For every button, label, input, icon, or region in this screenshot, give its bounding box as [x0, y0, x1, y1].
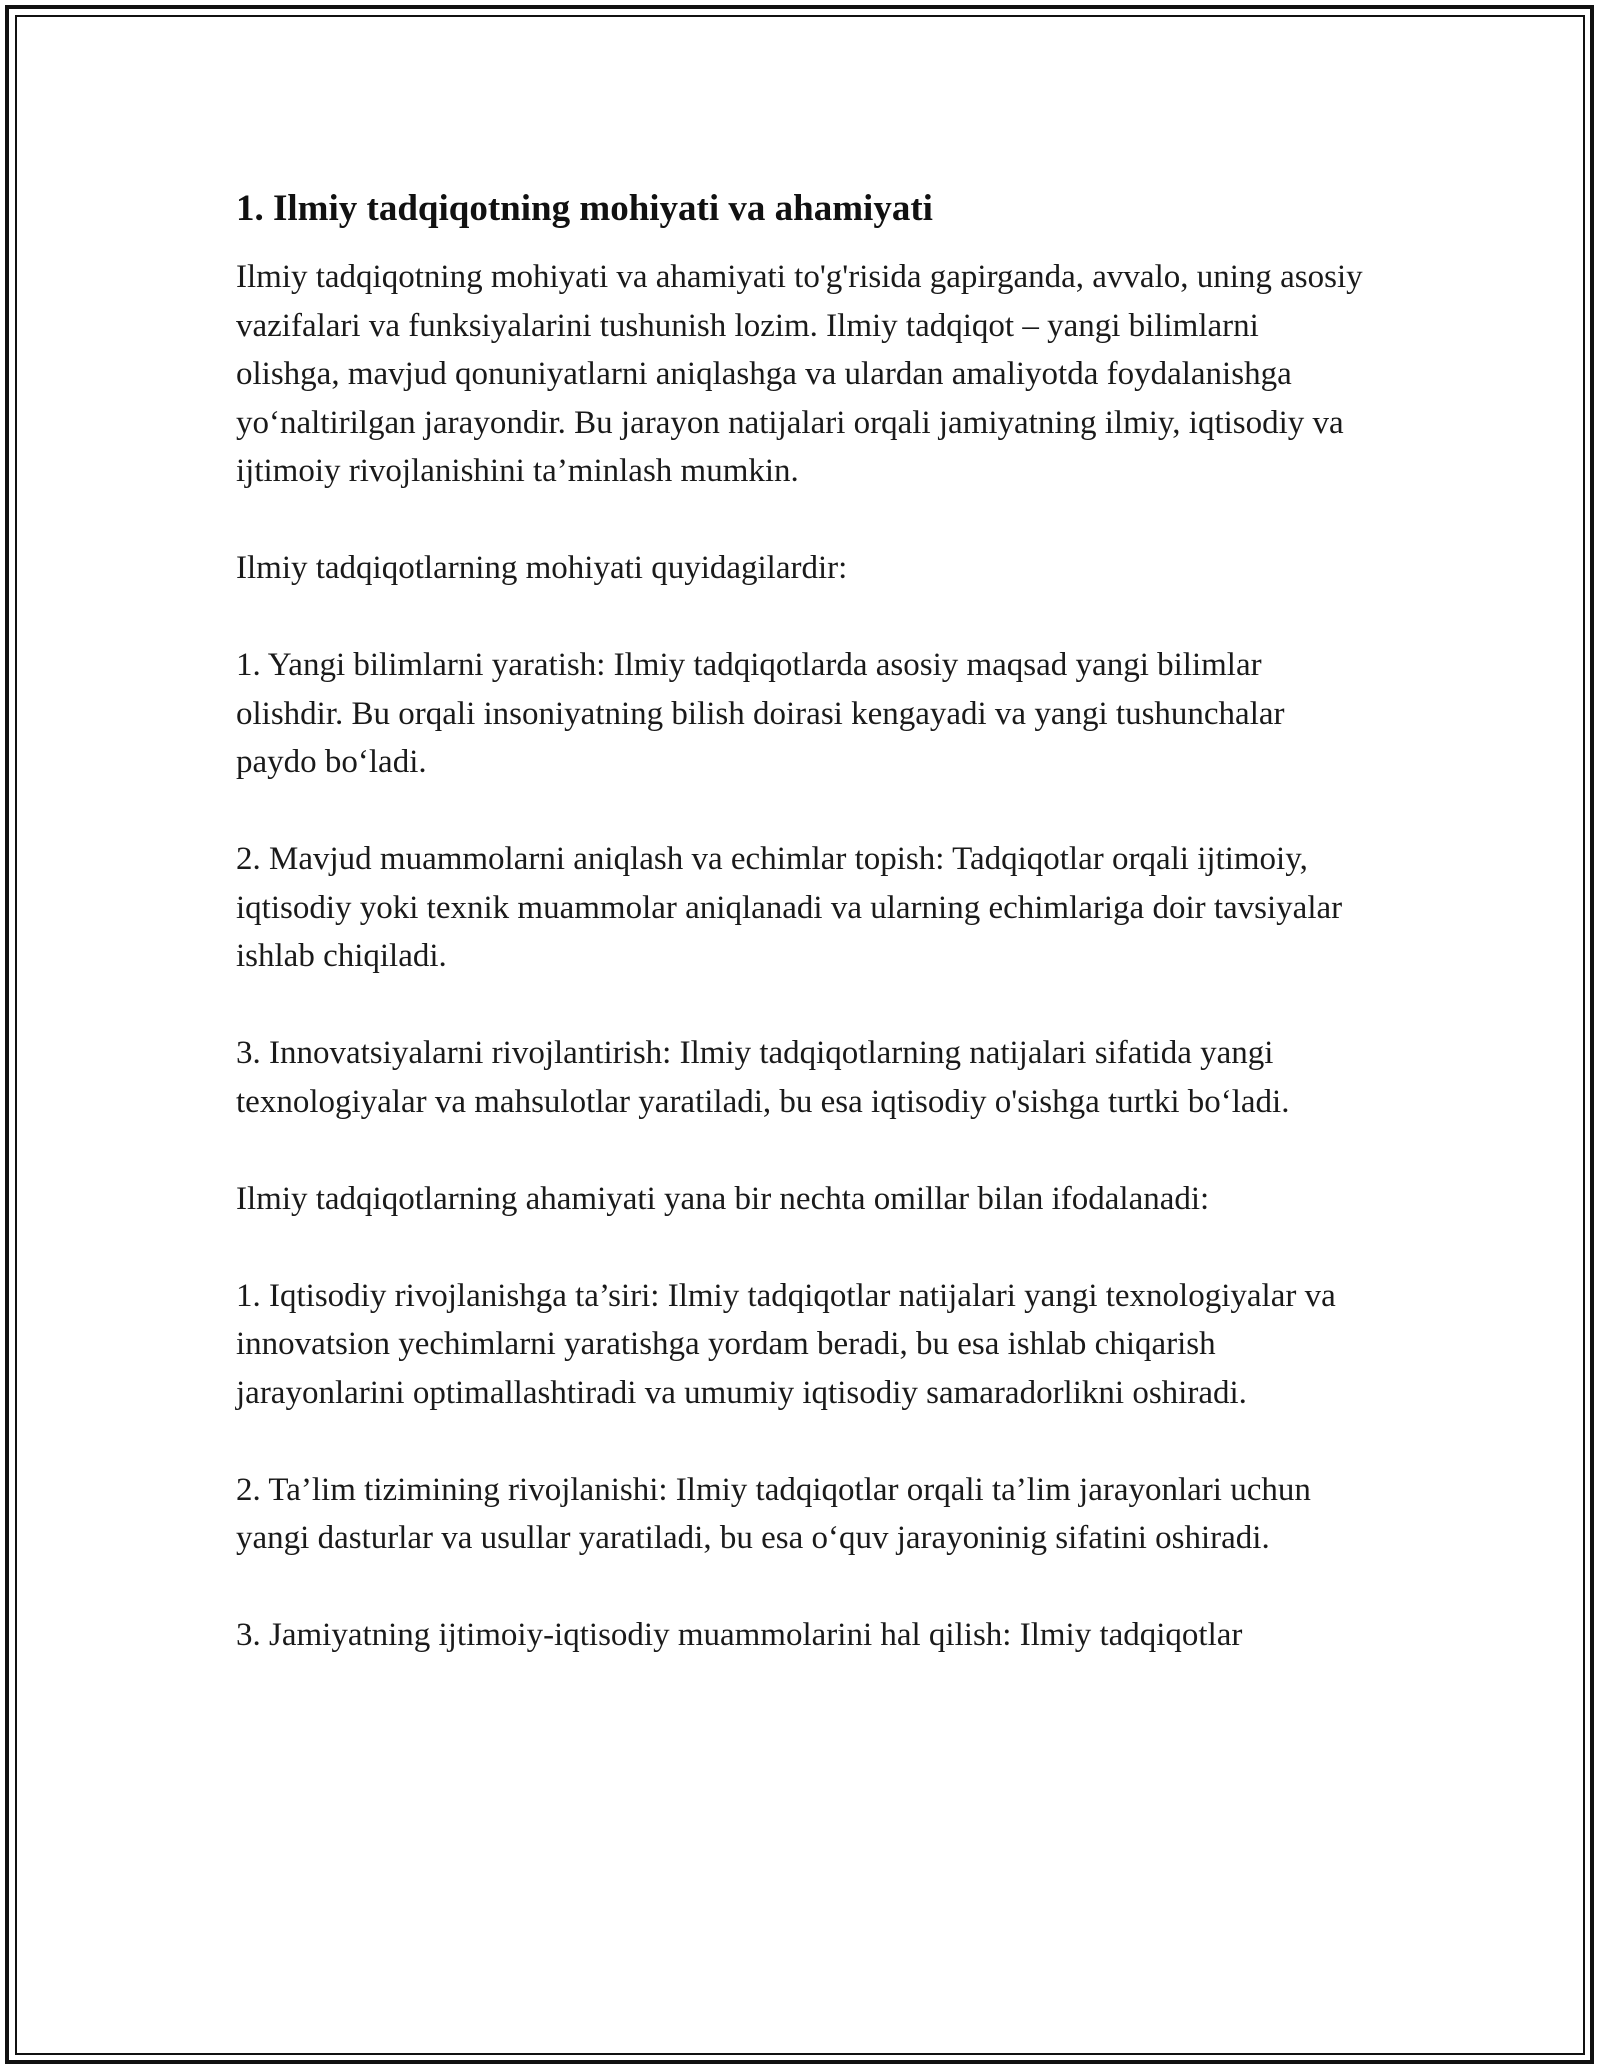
importance-item-3: 3. Jamiyatning ijtimoiy-iqtisodiy muammolarini hal qilish: Ilmiy tadqiqotlar [236, 1617, 1243, 1653]
importance-item-2: 2. Ta’lim tizimining rivojlanishi: Ilmiy tadqiqotlar orqali ta’lim jarayonlari uchun yangi dasturlar va usullar yaratiladi, bu esa o‘quv jarayoninig sifatini oshiradi. [236, 1471, 1311, 1556]
essence-intro-paragraph: Ilmiy tadqiqotlarning mohiyati quyidagilardir: [236, 550, 848, 586]
essence-item-2: 2. Mavjud muammolarni aniqlash va echimlar topish: Tadqiqotlar orqali ijtimoiy, iqtisodiy yoki texnik muammolar aniqlanadi va ularning echimlariga doir tavsiyalar ishlab chiqiladi. [236, 841, 1343, 974]
document-body [236, 185, 1366, 1708]
essence-item-1: 1. Yangi bilimlarni yaratish: Ilmiy tadqiqotlarda asosiy maqsad yangi bilimlar olishdir. Bu orqali insoniyatning bilish doirasi kengayadi va yangi tushunchalar paydo bo‘ladi. [236, 647, 1285, 780]
intro-paragraph: Ilmiy tadqiqotning mohiyati va ahamiyati to'g'risida gapirganda, avvalo, uning asosiy vazifalari va funksiyalarini tushunish lozim. Ilmiy tadqiqot – yangi bilimlarni olishga, mavjud qonuniyatlarni aniqlashga va ulardan amaliyotda foydalanishga yo‘naltirilgan jarayondir. Bu jarayon natijalari orqali jamiyatning ilmiy, iqtisodiy va ijtimoiy rivojlanishini ta’minlash mumkin. [236, 259, 1363, 489]
importance-intro-paragraph: Ilmiy tadqiqotlarning ahamiyati yana bir nechta omillar bilan ifodalanadi: [236, 1180, 1210, 1217]
section-heading: 1. Ilmiy tadqiqotning mohiyati va ahamiyati [236, 188, 933, 229]
essence-item-3: 3. Innovatsiyalarni rivojlantirish: Ilmiy tadqiqotlarning natijalari sifatida yangi texnologiyalar va mahsulotlar yaratiladi, bu esa iqtisodiy o'sishga turtki bo‘ladi. [236, 1035, 1290, 1120]
importance-item-1: 1. Iqtisodiy rivojlanishga ta’siri: Ilmiy tadqiqotlar natijalari yangi texnologiyalar va innovatsion yechimlarni yaratishga yordam beradi, bu esa ishlab chiqarish jarayonlarini optimallashtiradi va umumiy iqtisodiy samaradorlikni oshiradi. [236, 1277, 1336, 1411]
